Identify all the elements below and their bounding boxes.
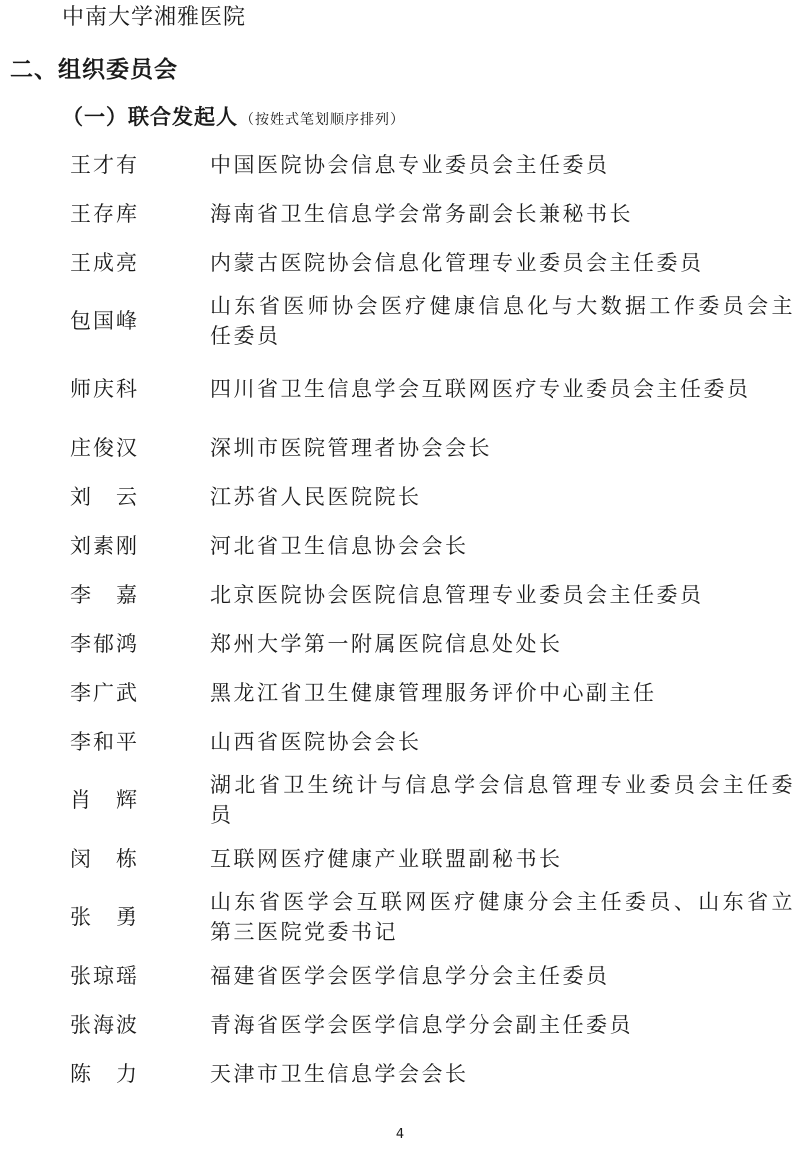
member-name: 刘素刚 <box>70 533 139 558</box>
member-name: 张 勇 <box>70 905 139 929</box>
member-title: 内蒙古医院协会信息化管理专业委员会主任委员 <box>210 250 704 275</box>
member-row <box>70 238 795 287</box>
member-row <box>70 668 795 717</box>
member-name: 王才有 <box>70 152 139 177</box>
member-name: 师庆科 <box>70 377 139 401</box>
member-name: 包国峰 <box>70 309 139 333</box>
member-title: 天津市卫生信息学会会长 <box>210 1061 469 1086</box>
member-title: 江苏省人民医院院长 <box>210 484 422 509</box>
member-title: 黑龙江省卫生健康管理服务评价中心副主任 <box>210 680 657 705</box>
member-name: 李广武 <box>70 680 139 705</box>
carry-over-text: 中南大学湘雅医院 <box>62 5 247 30</box>
member-row <box>70 1000 795 1049</box>
subsection-note: （按姓式笔划顺序排列） <box>240 112 405 128</box>
member-name: 王存库 <box>70 201 139 226</box>
member-title: 四川省卫生信息学会互联网医疗专业委员会主任委员 <box>210 377 751 401</box>
member-row <box>70 189 795 238</box>
member-row <box>70 570 795 619</box>
member-row <box>70 883 795 951</box>
member-name: 闵 栋 <box>70 846 139 871</box>
member-name: 肖 辉 <box>70 788 139 812</box>
member-title: 山东省医学会互联网医疗健康分会主任委员、山东省立第三医院党委书记 <box>210 890 795 944</box>
member-row <box>70 717 795 766</box>
section-heading: 二、组织委员会 <box>10 57 178 83</box>
member-row <box>70 766 795 834</box>
member-name: 王成亮 <box>70 250 139 275</box>
subsection-title: （一）联合发起人 <box>62 105 238 129</box>
member-row <box>70 472 795 521</box>
member-title: 北京医院协会医院信息管理专业委员会主任委员 <box>210 582 704 607</box>
member-title: 互联网医疗健康产业联盟副秘书长 <box>210 846 563 871</box>
member-row <box>70 521 795 570</box>
member-name: 张海波 <box>70 1012 139 1037</box>
member-row <box>70 1049 795 1098</box>
member-title: 郑州大学第一附属医院信息处处长 <box>210 631 563 656</box>
member-name: 张琼瑶 <box>70 963 139 988</box>
member-row <box>70 951 795 1000</box>
member-title: 海南省卫生信息学会常务副会长兼秘书长 <box>210 201 633 226</box>
member-title: 深圳市医院管理者协会会长 <box>210 435 492 460</box>
member-title: 山西省医院协会会长 <box>210 729 422 754</box>
member-row <box>70 423 795 472</box>
member-row <box>70 619 795 668</box>
member-list <box>70 140 795 1098</box>
member-name: 李 嘉 <box>70 582 139 607</box>
member-row <box>70 355 795 423</box>
member-row <box>70 140 795 189</box>
member-row <box>70 834 795 883</box>
member-title: 河北省卫生信息协会会长 <box>210 533 469 558</box>
member-title: 湖北省卫生统计与信息学会信息管理专业委员会主任委员 <box>210 773 795 827</box>
member-name: 庄俊汉 <box>70 435 139 460</box>
member-title: 福建省医学会医学信息学分会主任委员 <box>210 963 610 988</box>
member-row <box>70 287 795 355</box>
member-name: 李和平 <box>70 729 139 754</box>
subsection-heading <box>62 102 405 135</box>
member-name: 李郁鸿 <box>70 631 139 656</box>
member-title: 青海省医学会医学信息学分会副主任委员 <box>210 1012 633 1037</box>
page-number: 4 <box>395 1127 405 1142</box>
member-title: 山东省医师协会医疗健康信息化与大数据工作委员会主任委员 <box>210 294 795 348</box>
member-title: 中国医院协会信息专业委员会主任委员 <box>210 152 610 177</box>
member-name: 陈 力 <box>70 1061 139 1086</box>
member-name: 刘 云 <box>70 484 139 509</box>
